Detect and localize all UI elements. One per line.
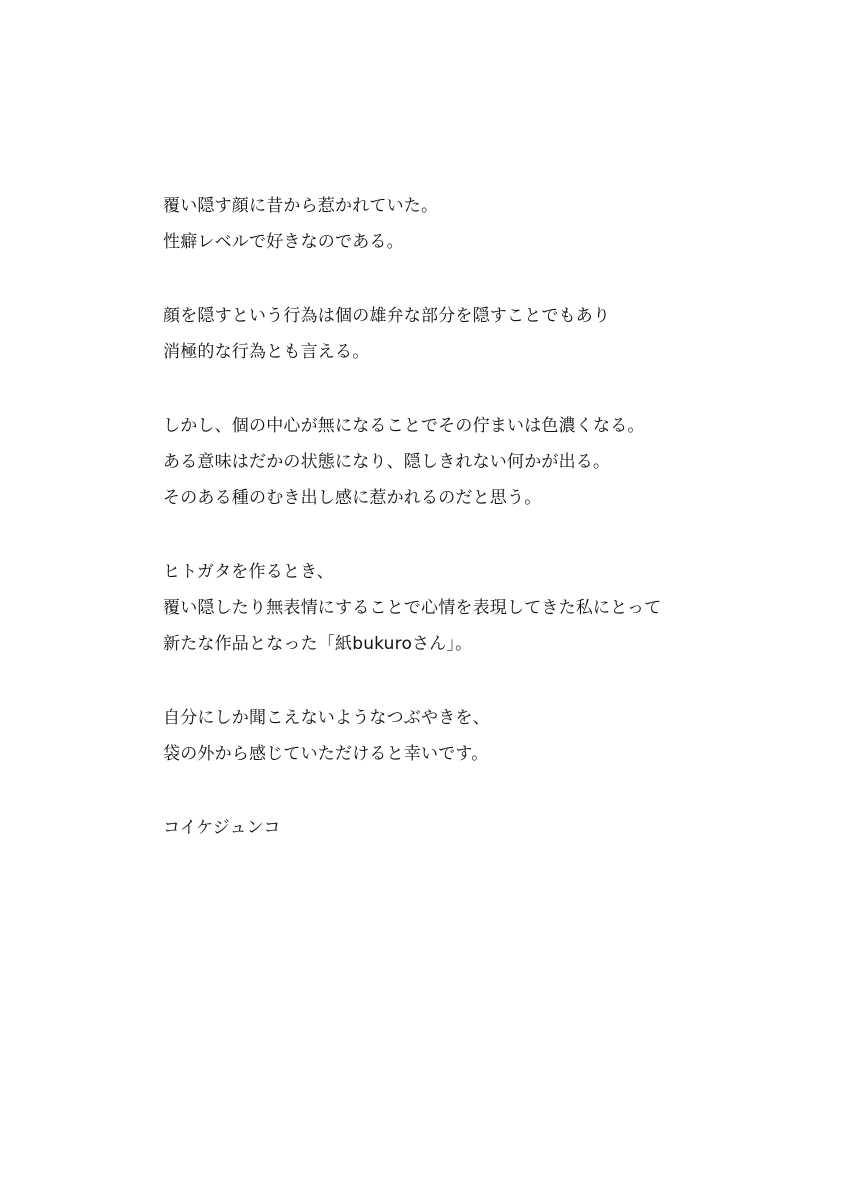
text-line: 覆い隠したり無表情にすることで心情を表現してきた私にとって bbox=[163, 598, 662, 618]
text-line: 顔を隠すという行為は個の雄弁な部分を隠すことでもあり bbox=[163, 306, 611, 326]
paragraph-gap bbox=[163, 370, 803, 408]
text-line: 性癖レベルで好きなのである。 bbox=[163, 232, 404, 252]
paragraph-3 bbox=[163, 408, 803, 516]
text-line: 覆い隠す顔に昔から惹かれていた。 bbox=[163, 196, 439, 216]
paragraph-gap bbox=[163, 772, 803, 810]
text-line: 袋の外から感じていただけると幸いです。 bbox=[163, 744, 489, 764]
paragraph-2 bbox=[163, 298, 803, 370]
paragraph-gap bbox=[163, 260, 803, 298]
paragraph-4 bbox=[163, 554, 803, 662]
paragraph-gap bbox=[163, 516, 803, 554]
text-line: 消極的な行為とも言える。 bbox=[163, 342, 370, 362]
text-line: 自分にしか聞こえないようなつぶやきを、 bbox=[163, 708, 490, 728]
text-line: ある意味はだかの状態になり、隠しきれない何かが出る。 bbox=[163, 452, 611, 472]
author-signature: コイケジュンコ bbox=[163, 818, 281, 838]
text-line: ヒトガタを作るとき、 bbox=[163, 562, 334, 582]
paragraph-gap bbox=[163, 662, 803, 700]
paragraph-1 bbox=[163, 188, 803, 260]
paragraph-5 bbox=[163, 700, 803, 772]
text-line: しかし、個の中心が無になることでその佇まいは色濃くなる。 bbox=[163, 416, 645, 436]
statement-text bbox=[163, 188, 803, 846]
text-line: そのある種のむき出し感に惹かれるのだと思う。 bbox=[163, 488, 542, 508]
text-line: 新たな作品となった「紙bukuroさん」。 bbox=[163, 634, 473, 654]
